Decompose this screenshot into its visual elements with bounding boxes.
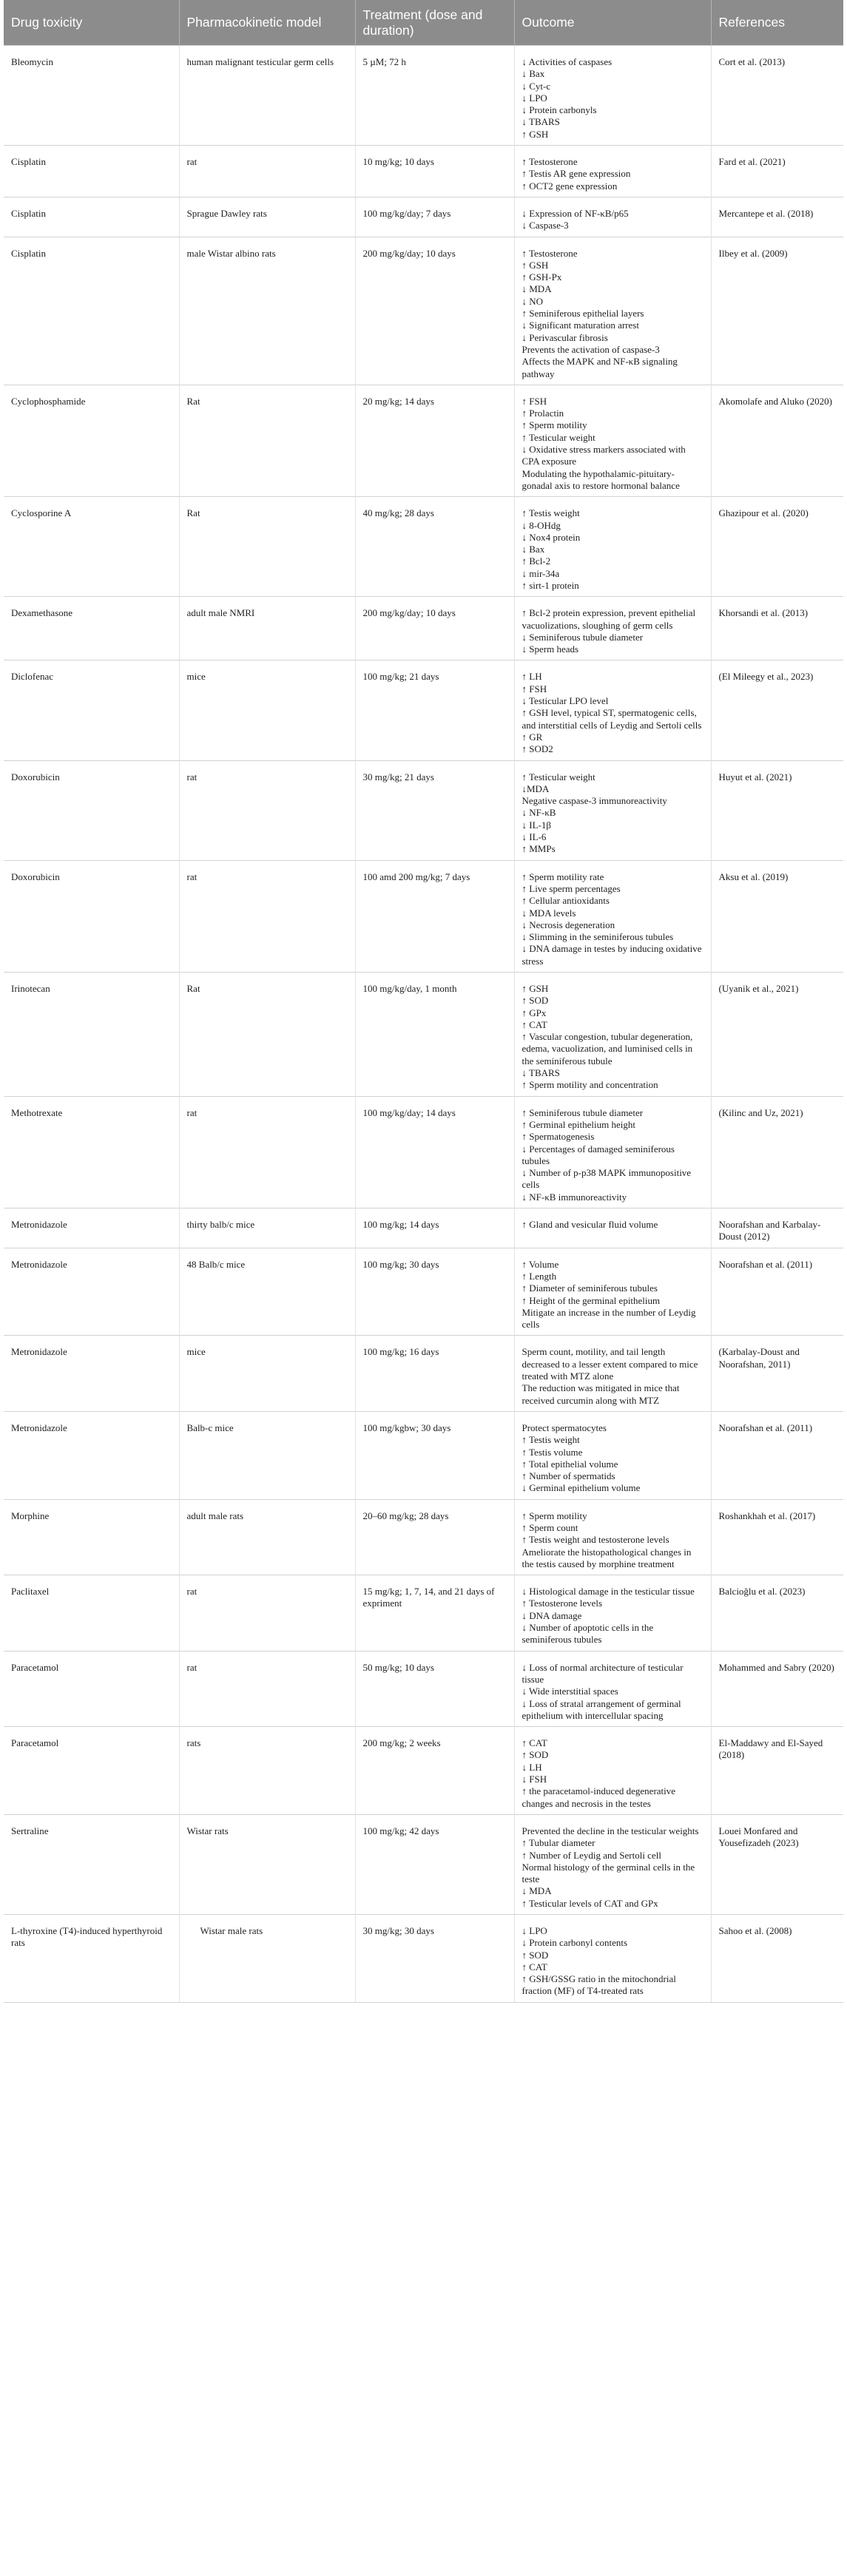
outcome-line: ↓ MDA	[522, 1885, 552, 1897]
outcome-line: ↑ CAT	[522, 1737, 547, 1749]
outcome-line: ↑ Live sperm percentages	[522, 882, 621, 894]
outcome-line: ↑ Sperm count	[522, 1521, 578, 1533]
outcome-line: Mitigate an increase in the number of Leydig cells	[522, 1306, 696, 1331]
outcome-cell	[514, 860, 711, 972]
table-row	[4, 385, 843, 496]
outcome-line: ↑ Testosterone levels	[522, 1598, 603, 1609]
outcome-cell	[514, 973, 711, 1097]
outcome-line: ↑ Bcl-2	[522, 555, 551, 567]
outcome-cell	[514, 1814, 711, 1914]
model-cell: rat	[179, 860, 355, 972]
outcome-line: ↓ Testicular LPO level	[522, 695, 609, 707]
drug-cell: Dexamethasone	[4, 597, 179, 660]
drug-cell: L-thyroxine (T4)-induced hyperthyroid rats	[4, 1915, 179, 2003]
outcome-line: ↑ SOD	[522, 1949, 549, 1961]
outcome-line: ↑ GSH	[522, 983, 549, 994]
drug-cell: Cisplatin	[4, 146, 179, 197]
treatment-cell: 100 mg/kg; 42 days	[355, 1814, 514, 1914]
table-row	[4, 1727, 843, 1815]
model-cell: Rat	[179, 385, 355, 496]
table-row	[4, 1651, 843, 1726]
outcome-cell	[514, 1096, 711, 1208]
drug-cell: Doxorubicin	[4, 860, 179, 972]
outcome-line: ↓ NF-κB	[522, 807, 556, 819]
outcome-cell	[514, 1915, 711, 2003]
drug-cell: Paracetamol	[4, 1651, 179, 1726]
outcome-line: ↑ GSH	[522, 259, 549, 271]
outcome-line: ↑ CAT	[522, 1961, 547, 1972]
outcome-line: Normal histology of the germinal cells in the teste	[522, 1861, 695, 1885]
outcome-line: Modulating the hypothalamic-pituitary-gonadal axis to restore hormonal balance	[522, 467, 680, 491]
outcome-cell	[514, 237, 711, 385]
header-row	[4, 0, 843, 46]
outcome-line: ↑ Diameter of seminiferous tubules	[522, 1282, 658, 1294]
model-cell: male Wistar albino rats	[179, 237, 355, 385]
outcome-line: ↓ Slimming in the seminiferous tubules	[522, 931, 674, 943]
table-row	[4, 1915, 843, 2003]
treatment-cell: 30 mg/kg; 30 days	[355, 1915, 514, 2003]
model-cell: Sprague Dawley rats	[179, 197, 355, 237]
outcome-line: ↑ GR	[522, 731, 543, 743]
outcome-line: ↓ TBARS	[522, 1067, 560, 1079]
table-row	[4, 660, 843, 760]
outcome-line: ↑ Gland and vesicular fluid volume	[522, 1219, 658, 1231]
outcome-line: ↓ Seminiferous tubule diameter	[522, 631, 644, 643]
outcome-line: ↑ Height of the germinal epithelium	[522, 1294, 661, 1306]
header-pharmacokinetic-model: Pharmacokinetic model	[179, 0, 355, 46]
outcome-line: ↑ Testicular weight	[522, 771, 595, 782]
outcome-line: ↑ Sperm motility and concentration	[522, 1079, 658, 1091]
outcome-cell	[514, 660, 711, 760]
treatment-cell: 200 mg/kg; 2 weeks	[355, 1727, 514, 1815]
model-cell: mice	[179, 660, 355, 760]
outcome-line: ↓ Number of p-p38 MAPK immunopositive cells	[522, 1167, 692, 1191]
outcome-line: ↓ Necrosis degeneration	[522, 919, 615, 930]
outcome-line: ↑ sirt-1 protein	[522, 579, 579, 591]
drug-cell: Paracetamol	[4, 1727, 179, 1815]
outcome-line: ↑ GSH level, typical ST, spermatogenic cells, and interstitial cells of Leydig and Sertoli cells	[522, 707, 702, 731]
reference-cell: Noorafshan et al. (2011)	[711, 1248, 843, 1336]
outcome-line: ↑ CAT	[522, 1018, 547, 1030]
treatment-cell: 100 mg/kg/day; 7 days	[355, 197, 514, 237]
outcome-line: ↑ GPx	[522, 1007, 547, 1018]
treatment-cell: 100 mg/kg; 30 days	[355, 1248, 514, 1336]
model-cell: human malignant testicular germ cells	[179, 46, 355, 146]
outcome-line: ↑ Testis weight and testosterone levels	[522, 1534, 669, 1546]
outcome-line: ↑ Seminiferous epithelial layers	[522, 308, 644, 320]
outcome-line: ↑ SOD	[522, 995, 549, 1007]
outcome-line: ↑ Number of spermatids	[522, 1470, 615, 1482]
drug-cell: Methotrexate	[4, 1096, 179, 1208]
outcome-line: ↑ OCT2 gene expression	[522, 180, 618, 192]
outcome-cell	[514, 385, 711, 496]
drug-cell: Metronidazole	[4, 1248, 179, 1336]
outcome-line: ↓ Percentages of damaged seminiferous tubules	[522, 1143, 675, 1166]
drug-cell: Metronidazole	[4, 1336, 179, 1411]
reference-cell: Noorafshan and Karbalay-Doust (2012)	[711, 1208, 843, 1248]
treatment-cell: 20 mg/kg; 14 days	[355, 385, 514, 496]
outcome-line: ↑ Bcl-2 protein expression, prevent epithelial vacuolizations, sloughing of germ cells	[522, 607, 696, 631]
reference-cell: (El Mileegy et al., 2023)	[711, 660, 843, 760]
outcome-line: Sperm count, motility, and tail length decreased to a lesser extent compared to mice treated with MTZ alone	[522, 1346, 698, 1382]
model-cell: thirty balb/c mice	[179, 1208, 355, 1248]
treatment-cell: 40 mg/kg; 28 days	[355, 497, 514, 597]
outcome-line: Protect spermatocytes	[522, 1421, 607, 1433]
outcome-line: ↑ GSH-Px	[522, 271, 562, 283]
outcome-cell	[514, 1248, 711, 1336]
outcome-line: ↑ Germinal epithelium height	[522, 1118, 635, 1130]
outcome-line: ↑ Length	[522, 1270, 557, 1282]
outcome-line: ↓ Activities of caspases	[522, 56, 613, 67]
outcome-cell	[514, 597, 711, 660]
model-cell: rat	[179, 1575, 355, 1651]
treatment-cell: 100 amd 200 mg/kg; 7 days	[355, 860, 514, 972]
outcome-cell	[514, 46, 711, 146]
treatment-cell: 100 mg/kg/day; 14 days	[355, 1096, 514, 1208]
outcome-line: ↓ Oxidative stress markers associated with CPA exposure	[522, 444, 686, 467]
outcome-line: ↑ Tubular diameter	[522, 1837, 595, 1849]
outcome-line: ↑ SOD2	[522, 743, 553, 755]
table-row	[4, 1575, 843, 1651]
treatment-cell: 20–60 mg/kg; 28 days	[355, 1499, 514, 1575]
table-row	[4, 497, 843, 597]
treatment-cell: 100 mg/kg/day, 1 month	[355, 973, 514, 1097]
model-cell: rat	[179, 146, 355, 197]
drug-cell: Morphine	[4, 1499, 179, 1575]
outcome-line: ↓ Wide interstitial spaces	[522, 1686, 618, 1697]
reference-cell: (Kilinc and Uz, 2021)	[711, 1096, 843, 1208]
reference-cell: (Karbalay-Doust and Noorafshan, 2011)	[711, 1336, 843, 1411]
model-cell: Wistar rats	[179, 1814, 355, 1914]
outcome-cell	[514, 146, 711, 197]
outcome-line: ↓ Expression of NF-κB/p65	[522, 207, 629, 219]
outcome-cell	[514, 1208, 711, 1248]
outcome-line: ↓ NF-κB immunoreactivity	[522, 1191, 627, 1203]
header-treatment: Treatment (dose and duration)	[355, 0, 514, 46]
outcome-line: ↑ the paracetamol-induced degenerative changes and necrosis in the testes	[522, 1785, 676, 1809]
model-cell: rats	[179, 1727, 355, 1815]
outcome-line: ↓ mir-34a	[522, 567, 560, 579]
outcome-line: ↑ Seminiferous tubule diameter	[522, 1106, 644, 1118]
table-row	[4, 146, 843, 197]
table-row	[4, 46, 843, 146]
table-body	[4, 46, 843, 2003]
reference-cell: Ilbey et al. (2009)	[711, 237, 843, 385]
outcome-line: ↓ TBARS	[522, 116, 560, 128]
outcome-line: ↓ Significant maturation arrest	[522, 320, 639, 331]
drug-cell: Diclofenac	[4, 660, 179, 760]
outcome-line: ↑ Testicular levels of CAT and GPx	[522, 1897, 658, 1909]
outcome-cell	[514, 1499, 711, 1575]
outcome-line: ↑ GSH	[522, 128, 549, 140]
drug-cell: Cisplatin	[4, 197, 179, 237]
drug-cell: Cyclosporine A	[4, 497, 179, 597]
outcome-line: ↑ FSH	[522, 395, 547, 407]
outcome-line: ↓ MDA	[522, 283, 552, 295]
outcome-line: ↑ FSH	[522, 683, 547, 694]
outcome-line: ↓ 8-OHdg	[522, 519, 561, 531]
outcome-line: ↑ Sperm motility rate	[522, 871, 604, 882]
reference-cell: Aksu et al. (2019)	[711, 860, 843, 972]
model-cell: Rat	[179, 497, 355, 597]
outcome-line: ↑ Testis weight	[522, 1434, 580, 1446]
outcome-line: Ameliorate the histopathological changes in the testis caused by morphine treatment	[522, 1546, 692, 1569]
outcome-line: ↓ Cyt-c	[522, 80, 551, 92]
outcome-line: ↑ MMPs	[522, 843, 556, 855]
outcome-line: ↓ Sperm heads	[522, 643, 579, 655]
drug-cell: Bleomycin	[4, 46, 179, 146]
outcome-line: ↑ Spermatogenesis	[522, 1131, 595, 1143]
outcome-cell	[514, 1651, 711, 1726]
outcome-cell	[514, 1336, 711, 1411]
reference-cell: Akomolafe and Aluko (2020)	[711, 385, 843, 496]
outcome-line: ↑ Testis volume	[522, 1446, 583, 1458]
drug-cell: Irinotecan	[4, 973, 179, 1097]
model-cell: adult male NMRI	[179, 597, 355, 660]
outcome-line: ↑ Testosterone	[522, 247, 578, 259]
header-drug-toxicity: Drug toxicity	[4, 0, 179, 46]
outcome-cell	[514, 1727, 711, 1815]
outcome-line: Prevents the activation of caspase-3	[522, 343, 660, 355]
model-cell: 48 Balb/c mice	[179, 1248, 355, 1336]
outcome-line: ↓ Number of apoptotic cells in the seminiferous tubules	[522, 1622, 654, 1646]
outcome-line: ↓ DNA damage	[522, 1609, 582, 1621]
header-references: References	[711, 0, 843, 46]
table-row	[4, 237, 843, 385]
drug-cell: Sertraline	[4, 1814, 179, 1914]
model-cell: adult male rats	[179, 1499, 355, 1575]
outcome-line: ↑ Testis AR gene expression	[522, 168, 631, 180]
reference-cell: Ghazipour et al. (2020)	[711, 497, 843, 597]
outcome-cell	[514, 497, 711, 597]
outcome-line: ↓ Bax	[522, 544, 545, 555]
outcome-line: ↓ Histological damage in the testicular tissue	[522, 1586, 695, 1598]
outcome-line: Negative caspase-3 immunoreactivity	[522, 795, 667, 807]
table-row	[4, 1336, 843, 1411]
drug-toxicity-table	[4, 0, 843, 2003]
outcome-line: Affects the MAPK and NF-κB signaling pathway	[522, 356, 678, 379]
outcome-line: ↓ Bax	[522, 68, 545, 80]
outcome-line: ↓ Protein carbonyl contents	[522, 1937, 628, 1949]
table-row	[4, 1096, 843, 1208]
outcome-line: ↓MDA	[522, 782, 550, 794]
outcome-line: ↑ Sperm motility	[522, 1510, 587, 1521]
outcome-line: ↑ Testicular weight	[522, 431, 595, 443]
reference-cell: Mercantepe et al. (2018)	[711, 197, 843, 237]
reference-cell: Sahoo et al. (2008)	[711, 1915, 843, 2003]
outcome-line: ↑ Testosterone	[522, 156, 578, 168]
treatment-cell: 5 µM; 72 h	[355, 46, 514, 146]
treatment-cell: 100 mg/kg; 21 days	[355, 660, 514, 760]
reference-cell: Balcioğlu et al. (2023)	[711, 1575, 843, 1651]
table-row	[4, 1411, 843, 1499]
reference-cell: El-Maddawy and El-Sayed (2018)	[711, 1727, 843, 1815]
outcome-line: ↓ DNA damage in testes by inducing oxidative stress	[522, 943, 702, 967]
treatment-cell: 30 mg/kg; 21 days	[355, 760, 514, 860]
drug-cell: Metronidazole	[4, 1411, 179, 1499]
outcome-line: ↓ Loss of normal architecture of testicular tissue	[522, 1661, 684, 1685]
reference-cell: (Uyanik et al., 2021)	[711, 973, 843, 1097]
model-cell: Rat	[179, 973, 355, 1097]
outcome-line: The reduction was mitigated in mice that received curcumin along with MTZ	[522, 1382, 680, 1406]
outcome-line: ↑ Vascular congestion, tubular degeneration, edema, vacuolization, and luminised cells in the seminiferous tubule	[522, 1031, 693, 1066]
reference-cell: Mohammed and Sabry (2020)	[711, 1651, 843, 1726]
reference-cell: Khorsandi et al. (2013)	[711, 597, 843, 660]
model-cell: Balb-c mice	[179, 1411, 355, 1499]
outcome-line: ↑ Cellular antioxidants	[522, 895, 610, 907]
outcome-line: ↓ FSH	[522, 1774, 547, 1785]
reference-cell: Fard et al. (2021)	[711, 146, 843, 197]
drug-cell: Metronidazole	[4, 1208, 179, 1248]
outcome-line: ↓ Perivascular fibrosis	[522, 331, 608, 343]
header-outcome: Outcome	[514, 0, 711, 46]
treatment-cell: 50 mg/kg; 10 days	[355, 1651, 514, 1726]
outcome-cell	[514, 760, 711, 860]
table-row	[4, 1248, 843, 1336]
reference-cell: Noorafshan et al. (2011)	[711, 1411, 843, 1499]
reference-cell: Huyut et al. (2021)	[711, 760, 843, 860]
table-row	[4, 1208, 843, 1248]
model-cell: rat	[179, 760, 355, 860]
outcome-line: ↑ LH	[522, 671, 542, 683]
reference-cell: Cort et al. (2013)	[711, 46, 843, 146]
outcome-line: ↓ LH	[522, 1761, 542, 1773]
drug-cell: Cisplatin	[4, 237, 179, 385]
drug-cell: Cyclophosphamide	[4, 385, 179, 496]
outcome-cell	[514, 197, 711, 237]
outcome-line: ↑ Testis weight	[522, 507, 580, 519]
outcome-line: ↓ Protein carbonyls	[522, 104, 597, 116]
outcome-line: ↓ Nox4 protein	[522, 531, 581, 543]
model-cell: Wistar male rats	[179, 1915, 355, 2003]
outcome-line: ↓ Loss of stratal arrangement of germinal epithelium with intercellular spacing	[522, 1697, 681, 1721]
table-row	[4, 197, 843, 237]
outcome-line: ↑ Volume	[522, 1258, 559, 1270]
table-row	[4, 760, 843, 860]
treatment-cell: 200 mg/kg/day; 10 days	[355, 237, 514, 385]
outcome-line: ↓ Germinal epithelium volume	[522, 1482, 641, 1494]
treatment-cell: 100 mg/kgbw; 30 days	[355, 1411, 514, 1499]
outcome-line: ↑ Prolactin	[522, 408, 564, 419]
table-row	[4, 973, 843, 1097]
outcome-line: ↓ IL-6	[522, 831, 547, 843]
table-container	[4, 0, 843, 2003]
outcome-cell	[514, 1411, 711, 1499]
drug-cell: Paclitaxel	[4, 1575, 179, 1651]
outcome-cell	[514, 1575, 711, 1651]
outcome-line: ↑ Sperm motility	[522, 419, 587, 431]
outcome-line: ↓ MDA levels	[522, 907, 576, 919]
outcome-line: ↓ Caspase-3	[522, 220, 569, 231]
treatment-cell: 10 mg/kg; 10 days	[355, 146, 514, 197]
drug-cell: Doxorubicin	[4, 760, 179, 860]
reference-cell: Louei Monfared and Yousefizadeh (2023)	[711, 1814, 843, 1914]
treatment-cell: 100 mg/kg; 16 days	[355, 1336, 514, 1411]
table-row	[4, 1499, 843, 1575]
table-row	[4, 1814, 843, 1914]
outcome-line: ↓ IL-1β	[522, 819, 551, 831]
outcome-line: ↑ SOD	[522, 1749, 549, 1761]
table-row	[4, 597, 843, 660]
outcome-line: ↑ Total epithelial volume	[522, 1458, 618, 1470]
outcome-line: ↑ GSH/GSSG ratio in the mitochondrial fraction (MF) of T4-treated rats	[522, 1973, 676, 1997]
model-cell: mice	[179, 1336, 355, 1411]
model-cell: rat	[179, 1651, 355, 1726]
table-row	[4, 860, 843, 972]
reference-cell: Roshankhah et al. (2017)	[711, 1499, 843, 1575]
treatment-cell: 200 mg/kg/day; 10 days	[355, 597, 514, 660]
model-cell: rat	[179, 1096, 355, 1208]
outcome-line: ↑ Number of Leydig and Sertoli cell	[522, 1849, 661, 1861]
outcome-line: ↓ NO	[522, 295, 544, 307]
treatment-cell: 15 mg/kg; 1, 7, 14, and 21 days of expriment	[355, 1575, 514, 1651]
treatment-cell: 100 mg/kg; 14 days	[355, 1208, 514, 1248]
outcome-line: Prevented the decline in the testicular weights	[522, 1825, 699, 1836]
outcome-line: ↓ LPO	[522, 92, 547, 104]
outcome-line: ↓ LPO	[522, 1925, 547, 1936]
